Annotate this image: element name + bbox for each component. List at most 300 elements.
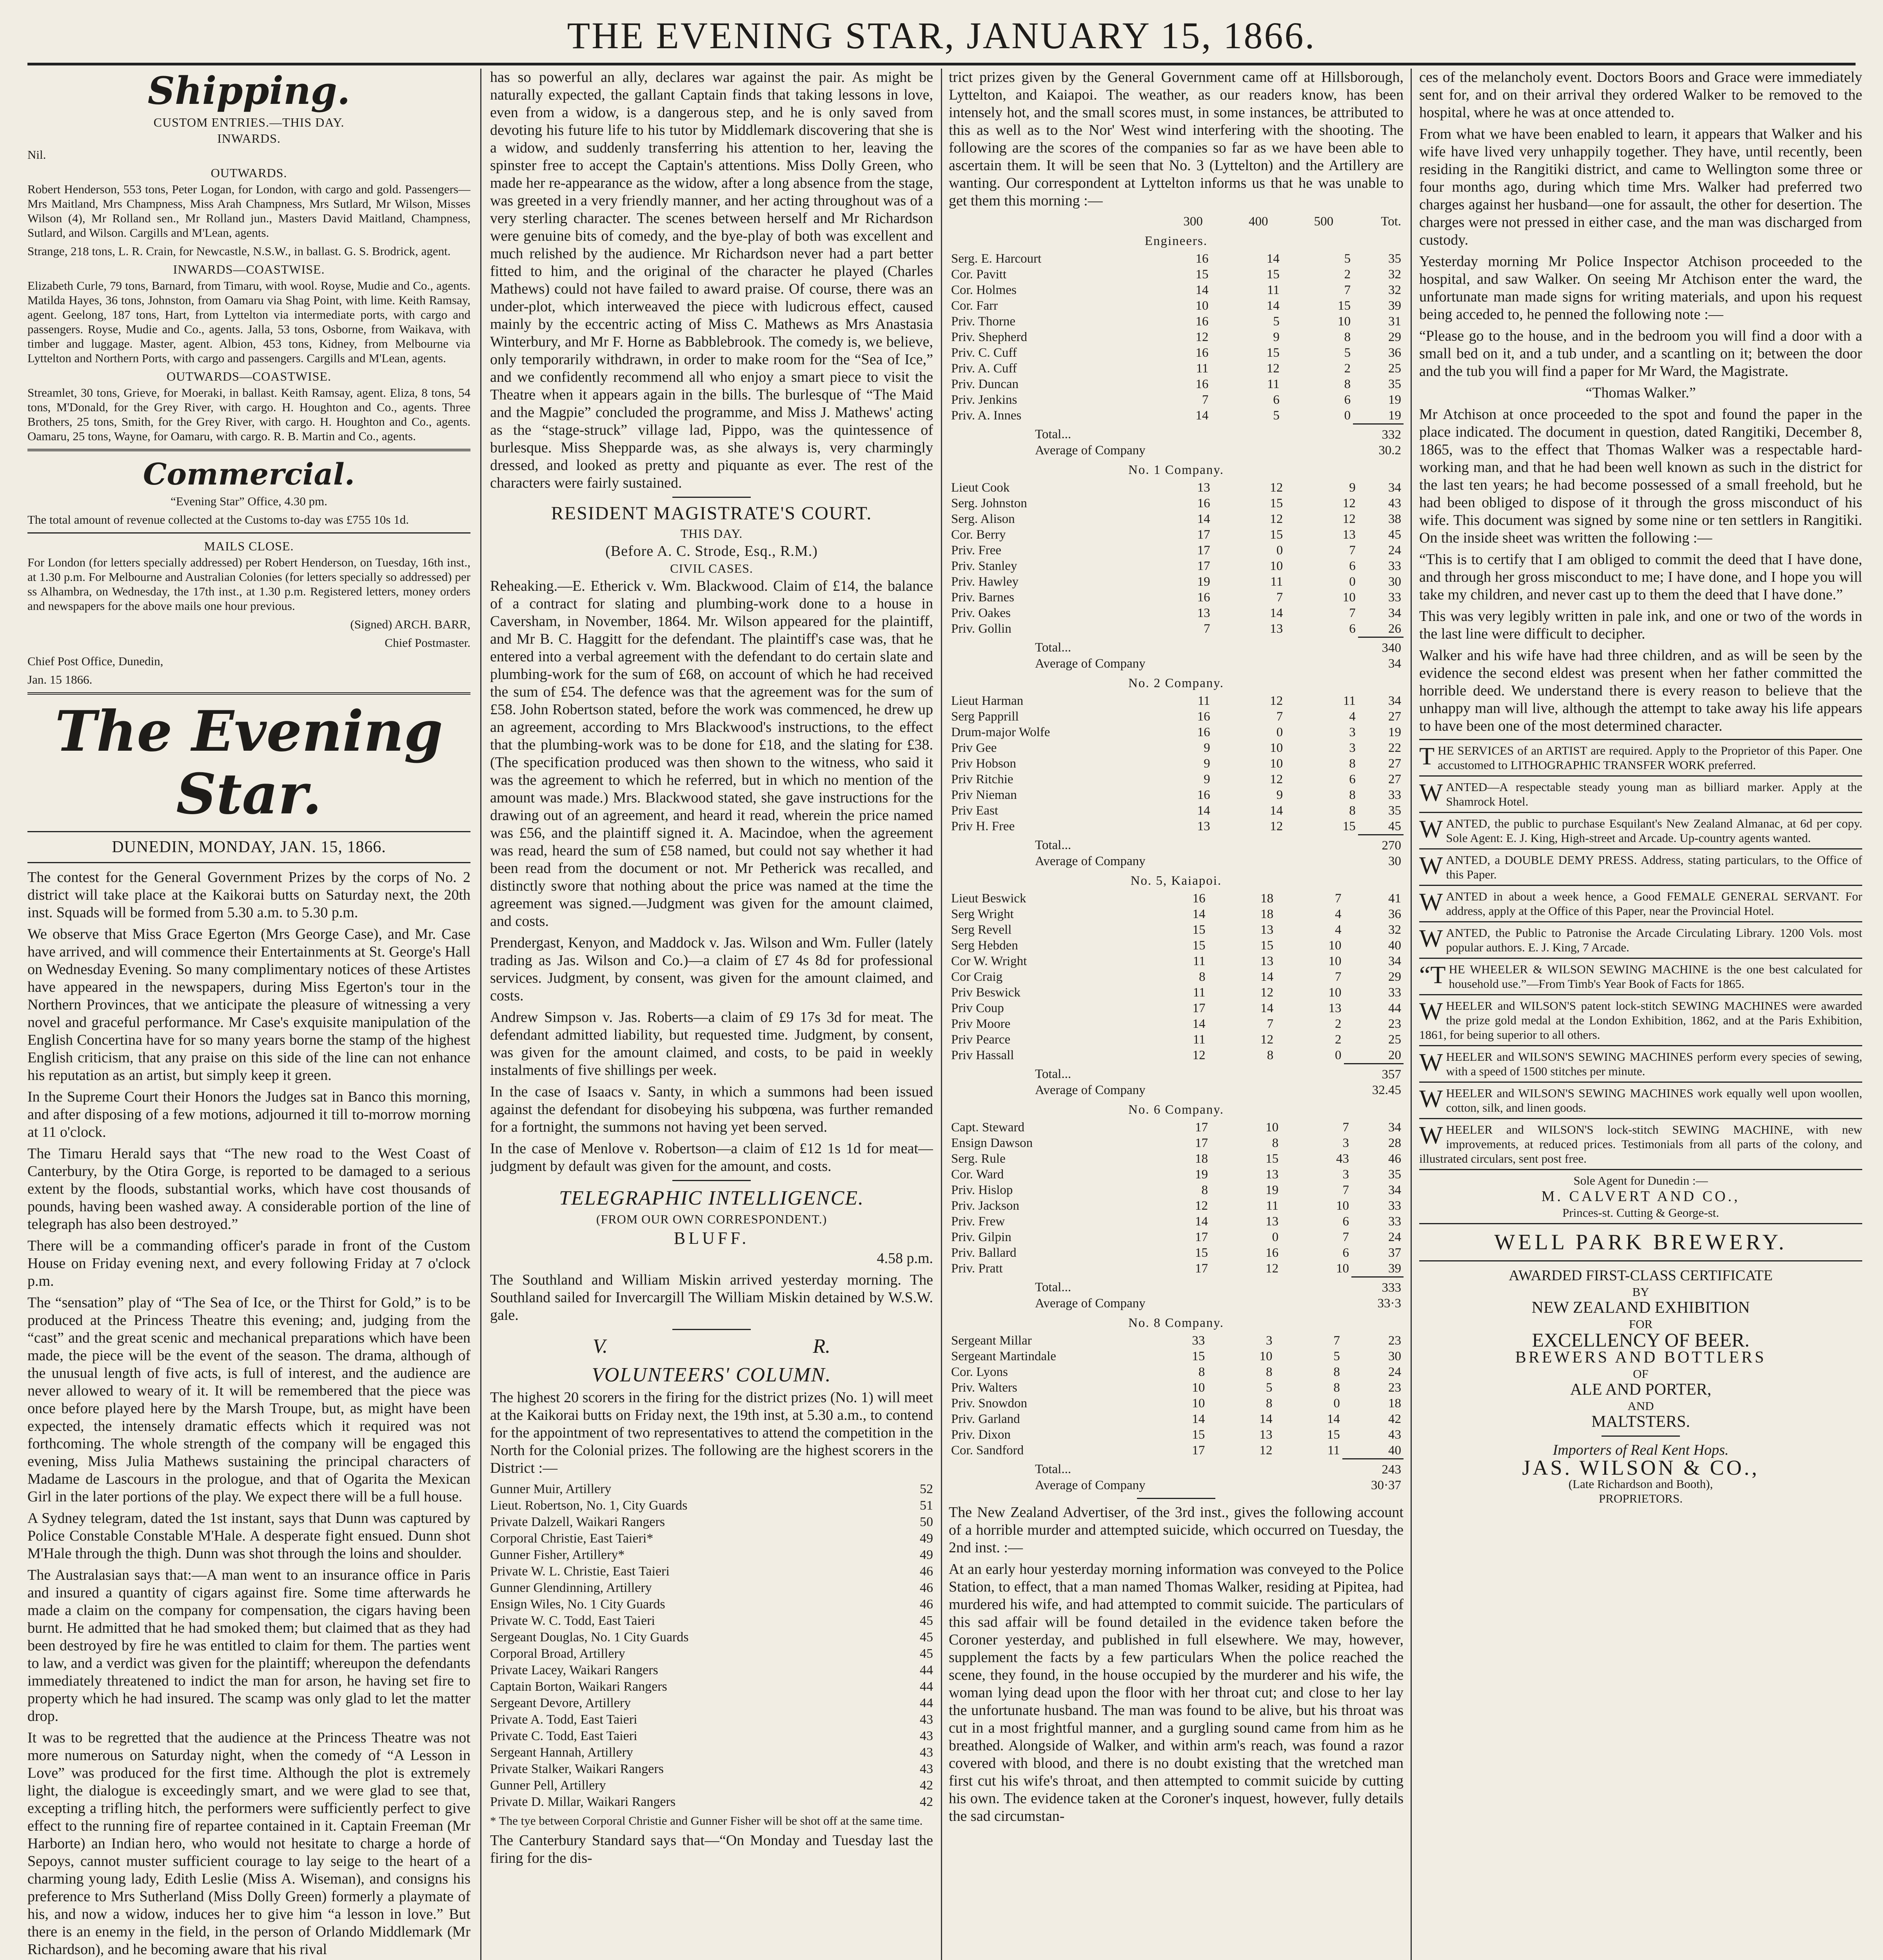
score-value: 0 bbox=[1335, 1048, 1342, 1062]
court-paragraph: In the case of Isaacs v. Santy, in which a summons had been issued against the defendant for disobeying his subpœna, was further remanded for a fortnight, the summons not having yet been served. bbox=[490, 1083, 933, 1135]
score-row bbox=[949, 1214, 1404, 1229]
scorer-name: Gunner Pell, Artillery bbox=[490, 1778, 606, 1793]
score-value: 14 bbox=[1270, 804, 1283, 818]
score-value: 11 bbox=[1193, 954, 1206, 968]
score-row bbox=[949, 1047, 1404, 1064]
average-row bbox=[949, 443, 1404, 458]
score-value: 16 bbox=[1195, 314, 1209, 328]
score-value: 5 bbox=[1266, 1381, 1273, 1395]
score-name: Cor Craig bbox=[951, 970, 1003, 984]
company-score-table bbox=[949, 693, 1404, 869]
scorer-name: Sergeant Douglas, No. 1 City Guards bbox=[490, 1630, 689, 1644]
header-rule bbox=[27, 63, 1856, 65]
article-paragraph: A Sydney telegram, dated the 1st instant, says that Dunn was captured by Police Constable Constable M'Hale. A desperate fight ensued. Dunn shot M'Hale through the thigh. Dunn was shot through the loins and shoulder. bbox=[27, 1510, 470, 1562]
score-name: Cor. Sandford bbox=[951, 1443, 1024, 1457]
score-value: 6 bbox=[1342, 1246, 1349, 1260]
score-name: Priv. Ballard bbox=[951, 1246, 1017, 1260]
article-paragraph: It was to be regretted that the audience at the Princess Theatre was not more numerous on Saturday night, when the comedy of “A Lesson in Love” was produced for the first time. Although the plot is extremely light, the dialogue is exceedingly smart, and we were glad to see that, excepting a trifling hitch, the performers were sufficiently perfect to give effect to the running fire of repartee contained in it. Captain Freeman (Mr Harborte) an Indian hero, who would not hesitate to charge a horde of Sepoys, cannot muster sufficient courage to lay seige to the heart of a charming young lady, Edith Leslie (Miss A. Wiseman), and consigns his preference to Mrs Sutherland (Miss Dolly Green) formerly a playmate of his, and now a widow, induces her to give him “a lesson in love.” But there is an enemy in the field, in the person of Orlando Middlemark (Mr Richardson), and he becoming aware that his rival bbox=[27, 1730, 470, 1958]
mails-signed: (Signed) ARCH. BARR, bbox=[350, 617, 470, 631]
total-label: Total... bbox=[1035, 427, 1071, 441]
score-name: Priv Hobson bbox=[951, 757, 1016, 771]
company-score-table bbox=[949, 891, 1404, 1098]
brewery-line: ALE AND PORTER, bbox=[1570, 1381, 1712, 1399]
score-name: Cor. Ward bbox=[951, 1167, 1004, 1181]
score-value: 16 bbox=[1266, 1246, 1279, 1260]
score-value: 27 bbox=[1388, 757, 1401, 771]
court-civil: CIVIL CASES. bbox=[670, 561, 753, 575]
score-value: 0 bbox=[1344, 408, 1351, 423]
score-value: 24 bbox=[1388, 543, 1401, 557]
classified-ad bbox=[1419, 812, 1862, 848]
score-value: 13 bbox=[1197, 481, 1210, 495]
divider bbox=[27, 831, 470, 832]
score-value: 29 bbox=[1388, 970, 1401, 984]
score-name: Ensign Dawson bbox=[951, 1136, 1033, 1150]
classified-ad bbox=[1419, 739, 1862, 775]
score-name: Priv. Duncan bbox=[951, 377, 1019, 391]
score-row bbox=[949, 1245, 1404, 1261]
inwards-coastwise-text: Elizabeth Curle, 79 tons, Barnard, from Timaru, with wool. Royse, Mudie and Co., agents. Matilda Hayes, 36 tons, Johnston, from Oamaru via Shag Point, with lime. Keith Ramsay, agent. Geelong, 187 tons, Hart, from Lyttelton via intermediate ports, with cargo and passengers. Royse, Mudie and Co., agents. Jalla, 53 tons, Osborne, from Waikava, with timber and luggage. Master, agent. Albion, 453 tons, Kidney, from Melbourne via Lyttelton and Northern Ports, with cargo and passengers. Cargills and M'Lean, agents. bbox=[27, 279, 470, 365]
score-row bbox=[949, 392, 1404, 408]
score-value: 6 bbox=[1342, 1214, 1349, 1229]
score-row bbox=[949, 1000, 1404, 1016]
brewery-ad bbox=[1419, 1223, 1862, 1509]
ad-initial: W bbox=[1419, 1121, 1443, 1149]
score-row bbox=[949, 1198, 1404, 1214]
score-value: 0 bbox=[1272, 1230, 1279, 1244]
score-value: 8 bbox=[1344, 377, 1351, 391]
score-row bbox=[949, 495, 1404, 511]
score-value: 17 bbox=[1197, 543, 1210, 557]
score-name: Cor. Holmes bbox=[951, 283, 1017, 297]
score-name: Priv Coup bbox=[951, 1001, 1004, 1015]
score-row bbox=[949, 1229, 1404, 1245]
score-row bbox=[949, 969, 1404, 985]
score-value: 7 bbox=[1344, 283, 1351, 297]
score-value: 10 bbox=[1336, 1261, 1349, 1276]
brewery-line: PROPRIETORS. bbox=[1599, 1492, 1683, 1505]
scorer-score: 42 bbox=[920, 1795, 933, 1809]
scorer-item bbox=[490, 1662, 933, 1679]
score-value: 14 bbox=[1197, 512, 1210, 526]
score-name: Priv East bbox=[951, 804, 999, 818]
divider bbox=[1602, 1436, 1680, 1437]
score-value: 35 bbox=[1388, 252, 1401, 266]
classified-ad bbox=[1419, 1082, 1862, 1118]
score-value: 16 bbox=[1192, 891, 1206, 906]
column-4 bbox=[1419, 69, 1862, 1960]
score-value: 25 bbox=[1388, 1033, 1401, 1047]
average-label: Average of Company bbox=[1035, 854, 1146, 868]
score-value: 36 bbox=[1388, 907, 1401, 921]
score-value: 11 bbox=[1197, 694, 1210, 708]
mails-date: Jan. 15 1866. bbox=[27, 673, 93, 686]
score-name: Priv. A. Cuff bbox=[951, 361, 1017, 376]
dateline: DUNEDIN, MONDAY, JAN. 15, 1866. bbox=[112, 838, 386, 856]
average-value: 30.2 bbox=[1378, 443, 1401, 457]
score-name: Priv. Stanley bbox=[951, 559, 1017, 573]
classified-ad bbox=[1419, 958, 1862, 994]
score-value: 16 bbox=[1195, 252, 1209, 266]
divider bbox=[27, 449, 470, 451]
score-value: 19 bbox=[1388, 393, 1401, 407]
divider bbox=[672, 1180, 751, 1181]
ad-text: HEELER and WILSON'S patent lock-stitch SEWING MACHINES were awarded the prize gold medal at the London Exhibition, 1862, and at the Paris Exhibition, 1861, for being superior to all others. bbox=[1419, 999, 1862, 1042]
volunteers-intro: The highest 20 scorers in the firing for the district prizes (No. 1) will meet at the Kaikorai butts on Friday next, the 19th inst, at 5.30 a.m., to contend for the appointment of two representatives to attend the competition in the North for the Colonial prizes. The following are the highest scorers in the District :— bbox=[490, 1389, 933, 1476]
score-row bbox=[949, 361, 1404, 376]
ad-body bbox=[1419, 816, 1862, 845]
scorer-score: 43 bbox=[920, 1712, 933, 1727]
ad-body bbox=[1419, 1086, 1862, 1115]
brewery-line: AWARDED FIRST-CLASS CERTIFICATE bbox=[1509, 1267, 1773, 1284]
score-value: 8 bbox=[1272, 1136, 1279, 1150]
score-value: 13 bbox=[1266, 1214, 1279, 1229]
score-value: 45 bbox=[1388, 819, 1401, 833]
paper-nameplate: The Evening Star. bbox=[55, 699, 443, 827]
score-value: 34 bbox=[1388, 694, 1401, 708]
score-value: 6 bbox=[1273, 393, 1280, 407]
classified-ad bbox=[1419, 848, 1862, 885]
outwards-coastwise-text: Streamlet, 30 tons, Grieve, for Moeraki, in ballast. Keith Ramsay, agent. Eliza, 8 tons, 54 tons, M'Donald, for the Grey River, with cargo. H. Houghton and Co., agents. Three Brothers, 25 tons, Smith, for the Grey River, with cargo. H. Houghton and Co., agents. Oamaru, 25 tons, Wayne, for Oamaru, with cargo. R. B. Martin and Co., agents. bbox=[27, 386, 470, 443]
score-value: 16 bbox=[1197, 725, 1210, 739]
score-name: Serg. Alison bbox=[951, 512, 1015, 526]
scorer-item bbox=[490, 1728, 933, 1744]
average-label: Average of Company bbox=[1035, 1296, 1146, 1310]
score-value: 34 bbox=[1388, 1120, 1401, 1134]
scorer-score: 45 bbox=[920, 1630, 933, 1644]
ad-text: HE SERVICES of an ARTIST are required. Apply to the Proprietor of this Paper. One accustomed to LITHOGRAPHIC TRANSFER WORK preferred. bbox=[1438, 744, 1862, 772]
score-value: 2 bbox=[1344, 267, 1351, 281]
scorer-name: Private A. Todd, East Taieri bbox=[490, 1712, 637, 1727]
article-paragraph: The “sensation” play of “The Sea of Ice, or the Thirst for Gold,” is to be produced at the Princess Theatre this evening; and, judging from the “cast” and the great scenic and mechanical preparations which have been made, the piece will be the event of the season. The drama, although of the unusual length of five acts, is full of interest, and the audience are never allowed to weary of it. It will be remembered that the piece was once before played here by the Marsh Troupe, but, as might have been expected, the intensely dramatic effects which it required was not forthcoming. The whole strength of the company will be engaged this evening, Miss Julia Mathews sustaining the principal characters of Madame de Lascours in the prologue, and that of Ogarita the Mexican Girl in the later portions of the play. We expect there will be a full house. bbox=[27, 1294, 470, 1505]
score-value: 0 bbox=[1276, 725, 1283, 739]
score-value: 42 bbox=[1388, 1412, 1401, 1426]
article-paragraph: The Timaru Herald says that “The new road to the West Coast of Canterbury, by the Otira Gorge, is reported to be damaged to a serious extent by the floods, substantial works, which have cost thousands of pounds, having been washed away. A considerable portion of the line of telegraph has also been destroyed.” bbox=[27, 1145, 470, 1232]
score-value: 12 bbox=[1270, 694, 1283, 708]
score-name: Serg Revell bbox=[951, 923, 1012, 937]
scorer-item bbox=[490, 1744, 933, 1761]
telegraphic-text: The Southland and William Miskin arrived yesterday morning. The Southland sailed for Invercargill The William Miskin detained by W.S.W. gale. bbox=[490, 1272, 933, 1323]
score-value: 8 bbox=[1201, 1183, 1208, 1197]
ad-text: ANTED in about a week hence, a Good FEMALE GENERAL SERVANT. For address, apply at the Office of this Paper, near the Provincial Hotel. bbox=[1446, 889, 1862, 918]
commercial-text: The total amount of revenue collected at the Customs to-day was £755 10s 1d. bbox=[27, 513, 409, 526]
score-value: 7 bbox=[1335, 970, 1342, 984]
score-value: 14 bbox=[1260, 1001, 1274, 1015]
company-score-table bbox=[949, 1333, 1404, 1493]
score-value: 10 bbox=[1270, 559, 1283, 573]
score-value: 32 bbox=[1388, 923, 1401, 937]
score-value: 10 bbox=[1328, 938, 1342, 953]
score-value: 33 bbox=[1192, 1334, 1205, 1348]
total-value: 333 bbox=[1351, 1277, 1404, 1296]
score-value: 15 bbox=[1192, 923, 1206, 937]
score-value: 13 bbox=[1259, 1428, 1273, 1442]
score-value: 16 bbox=[1195, 346, 1209, 360]
total-label: Total... bbox=[1035, 1462, 1071, 1476]
score-value: 5 bbox=[1344, 346, 1351, 360]
score-value: 15 bbox=[1270, 528, 1283, 542]
score-value: 13 bbox=[1260, 954, 1274, 968]
score-name: Serg Papprill bbox=[951, 710, 1019, 724]
total-value: 332 bbox=[1353, 424, 1404, 443]
score-row bbox=[949, 724, 1404, 740]
company-title: No. 6 Company. bbox=[1128, 1103, 1224, 1117]
score-value: 12 bbox=[1270, 819, 1283, 833]
inwards-label: INWARDS. bbox=[217, 131, 281, 145]
score-value: 11 bbox=[1267, 377, 1280, 391]
classified-ad bbox=[1419, 775, 1862, 812]
score-value: 4 bbox=[1349, 710, 1356, 724]
article-paragraph: This was very legibly written in pale ink, and one or two of the words in the last line were difficult to decipher. bbox=[1419, 608, 1862, 642]
column-2 bbox=[490, 69, 933, 1960]
agent-line: Sole Agent for Dunedin :— bbox=[1573, 1174, 1708, 1187]
score-value: 13 bbox=[1197, 606, 1210, 620]
score-value: 2 bbox=[1344, 361, 1351, 376]
scorer-item bbox=[490, 1547, 933, 1563]
court-day: THIS DAY. bbox=[680, 526, 743, 541]
company-title: No. 1 Company. bbox=[1128, 463, 1224, 477]
classified-ad bbox=[1419, 1118, 1862, 1169]
score-row bbox=[949, 1380, 1404, 1396]
score-value: 10 bbox=[1259, 1349, 1273, 1363]
score-value: 14 bbox=[1197, 804, 1210, 818]
article-paragraph: Walker and his wife have had three children, and as will be seen by the evidence the second eldest was present when her father committed the horrible deed. We understand there is every reason to believe that the unhappy man will live, although the attempt to take away his life appears to have been one of the most determined character. bbox=[1419, 647, 1862, 734]
score-value: 12 bbox=[1266, 1261, 1279, 1276]
divider bbox=[1137, 1498, 1215, 1499]
scorer-name: Corporal Christie, East Taieri* bbox=[490, 1531, 654, 1546]
score-value: 40 bbox=[1388, 1443, 1401, 1457]
score-name: Priv. Thorne bbox=[951, 314, 1016, 328]
scorer-item bbox=[490, 1679, 933, 1695]
score-value: 40 bbox=[1388, 938, 1401, 953]
score-row bbox=[949, 314, 1404, 329]
score-row bbox=[949, 408, 1404, 424]
score-value: 43 bbox=[1336, 1152, 1349, 1166]
article-paragraph: Mr Atchison at once proceeded to the spot and found the paper in the place indicated. The document in question, dated Rangitiki, December 8, 1865, was to the effect that Thomas Walker was a respectable hard-working man, and that he had been well known as such in the district for the last ten years; he had become possessed of a small freehold, but he had been obliged to dispose of it through the gross misconduct of his wife. This document was signed by some nine or ten settlers in Rangitiki. On the inside sheet was written the following :— bbox=[1419, 406, 1862, 546]
scorer-score: 52 bbox=[920, 1482, 933, 1496]
ad-initial: W bbox=[1419, 815, 1443, 843]
score-row bbox=[949, 329, 1404, 345]
score-name: Lieut Cook bbox=[951, 481, 1010, 495]
score-value: 19 bbox=[1266, 1183, 1279, 1197]
score-value: 22 bbox=[1388, 741, 1401, 755]
score-name: Drum-major Wolfe bbox=[951, 725, 1050, 739]
scorer-name: Sergeant Hannah, Artillery bbox=[490, 1745, 633, 1760]
scorer-name: Private Dalzell, Waikari Rangers bbox=[490, 1515, 665, 1529]
score-value: 15 bbox=[1192, 1428, 1205, 1442]
ad-body bbox=[1419, 780, 1862, 809]
score-name: Priv. Gilpin bbox=[951, 1230, 1011, 1244]
score-value: 9 bbox=[1349, 481, 1356, 495]
score-value: 33 bbox=[1388, 590, 1401, 604]
score-value: 41 bbox=[1388, 891, 1401, 906]
score-value: 8 bbox=[1266, 1365, 1273, 1379]
scorer-item bbox=[490, 1497, 933, 1514]
telegraphic-time: 4.58 p.m. bbox=[877, 1250, 933, 1267]
score-value: 15 bbox=[1270, 496, 1283, 510]
average-row bbox=[949, 1477, 1404, 1493]
score-value: 3 bbox=[1342, 1167, 1349, 1181]
scorer-score: 44 bbox=[920, 1663, 933, 1677]
score-value: 12 bbox=[1259, 1443, 1273, 1457]
column-divider bbox=[941, 69, 942, 1960]
score-value: 18 bbox=[1260, 907, 1274, 921]
score-value: 35 bbox=[1388, 1167, 1401, 1181]
score-row bbox=[949, 558, 1404, 574]
score-value: 43 bbox=[1388, 1428, 1401, 1442]
scorer-score: 43 bbox=[920, 1729, 933, 1743]
score-value: 7 bbox=[1342, 1183, 1349, 1197]
ad-initial: W bbox=[1419, 888, 1443, 916]
average-label: Average of Company bbox=[1035, 1478, 1146, 1492]
score-value: 46 bbox=[1388, 1152, 1401, 1166]
scores-intro: trict prizes given by the General Government came off at Hillsborough, Lyttelton, and Kaiapoi. The weather, as our readers know, has been intensely hot, and the small scores must, in some instances, be attributed to this as well as to the Nor' West wind interfering with the shooting. The following are the scores of the companies so far as we have been able to ascertain them. It will be seen that No. 3 (Lyttelton) and the Artillery are wanting. Our correspondent at Lyttelton informs us that he was unable to get them this morning :— bbox=[949, 69, 1404, 209]
inwards-nil: Nil. bbox=[27, 148, 46, 162]
score-name: Priv. Pratt bbox=[951, 1261, 1003, 1276]
ad-initial: W bbox=[1419, 924, 1443, 952]
ad-initial: W bbox=[1419, 1085, 1443, 1112]
score-row bbox=[949, 906, 1404, 922]
score-value: 34 bbox=[1388, 1183, 1401, 1197]
score-value: 30 bbox=[1388, 1349, 1401, 1363]
ad-text: ANTED, the Public to Patronise the Arcade Circulating Library. 1200 Vols. most popular authors. E. J. King, 7 Arcade. bbox=[1446, 926, 1862, 954]
score-value: 16 bbox=[1195, 377, 1209, 391]
score-row bbox=[949, 771, 1404, 787]
score-row bbox=[949, 1443, 1404, 1459]
score-row bbox=[949, 756, 1404, 771]
score-value: 16 bbox=[1197, 590, 1210, 604]
agent-block bbox=[1419, 1169, 1862, 1223]
brewery-line: BY bbox=[1632, 1285, 1649, 1299]
score-row bbox=[949, 480, 1404, 495]
score-value: 17 bbox=[1192, 1001, 1206, 1015]
average-value: 30·37 bbox=[1371, 1478, 1401, 1492]
score-row bbox=[949, 511, 1404, 527]
score-name: Priv. Oakes bbox=[951, 606, 1011, 620]
divider bbox=[672, 497, 751, 498]
score-value: 15 bbox=[1192, 938, 1206, 953]
ad-text: HE WHEELER & WILSON SEWING MACHINE is the one best calculated for household use.”—From Timb's Year Book of Facts for 1865. bbox=[1449, 962, 1862, 991]
score-value: 34 bbox=[1388, 606, 1401, 620]
score-value: 12 bbox=[1342, 512, 1356, 526]
mails-text: For London (for letters specially addressed) per Robert Henderson, on Tuesday, 16th inst., at 1.30 p.m. For Melbourne and Australian Colonies (for letters specially so addressed) per ss Alhambra, on Wednesday, the 17th inst., at 1.30 p.m. Registered letters, money orders and newspapers for the above mails one hour previous. bbox=[27, 555, 470, 613]
score-value: 8 bbox=[1349, 804, 1356, 818]
score-value: 12 bbox=[1270, 772, 1283, 786]
score-name: Sergeant Martindale bbox=[951, 1349, 1056, 1363]
score-row bbox=[949, 376, 1404, 392]
score-name: Priv. Garland bbox=[951, 1412, 1020, 1426]
score-row bbox=[949, 1427, 1404, 1443]
scorer-score: 45 bbox=[920, 1613, 933, 1628]
scorer-item bbox=[490, 1563, 933, 1580]
scorer-score: 46 bbox=[920, 1597, 933, 1612]
scorer-item bbox=[490, 1596, 933, 1613]
score-name: Priv. C. Cuff bbox=[951, 346, 1017, 360]
score-value: 8 bbox=[1349, 757, 1356, 771]
advertisements bbox=[1419, 739, 1862, 1169]
scorer-name: Gunner Glendinning, Artillery bbox=[490, 1581, 652, 1595]
scorer-name: Corporal Broad, Artillery bbox=[490, 1646, 625, 1661]
score-name: Priv. Free bbox=[951, 543, 1002, 557]
score-value: 7 bbox=[1349, 606, 1356, 620]
ad-body bbox=[1419, 853, 1862, 882]
advertiser-intro: The New Zealand Advertiser, of the 3rd inst., gives the following account of a horrible murder and attempted suicide, which occurred on Tuesday, the 2nd inst. :— bbox=[949, 1504, 1404, 1556]
scorer-score: 44 bbox=[920, 1696, 933, 1710]
score-header-400: 400 bbox=[1249, 214, 1268, 229]
score-value: 31 bbox=[1388, 314, 1401, 328]
scorer-name: Captain Borton, Waikari Rangers bbox=[490, 1679, 667, 1694]
total-row bbox=[949, 1277, 1404, 1296]
score-name: Serg. E. Harcourt bbox=[951, 252, 1042, 266]
brewery-line: MALTSTERS. bbox=[1591, 1413, 1690, 1431]
score-row bbox=[949, 345, 1404, 361]
score-value: 7 bbox=[1276, 590, 1283, 604]
score-row bbox=[949, 1333, 1404, 1348]
scorer-item bbox=[490, 1646, 933, 1662]
score-value: 5 bbox=[1344, 252, 1351, 266]
scorer-score: 43 bbox=[920, 1762, 933, 1776]
total-value: 340 bbox=[1358, 637, 1404, 656]
ad-body bbox=[1419, 926, 1862, 955]
score-header-500: 500 bbox=[1314, 214, 1334, 229]
telegraphic-heading: TELEGRAPHIC INTELLIGENCE. bbox=[559, 1187, 864, 1209]
score-value: 32 bbox=[1388, 283, 1401, 297]
scorer-score: 50 bbox=[920, 1515, 933, 1529]
score-value: 10 bbox=[1336, 1199, 1349, 1213]
score-value: 14 bbox=[1192, 1017, 1206, 1031]
score-row bbox=[949, 1151, 1404, 1167]
total-label: Total... bbox=[1035, 640, 1071, 655]
scorer-item bbox=[490, 1761, 933, 1777]
average-row bbox=[949, 656, 1404, 671]
score-name: Priv. Walters bbox=[951, 1381, 1017, 1395]
score-value: 8 bbox=[1333, 1381, 1340, 1395]
score-value: 9 bbox=[1204, 757, 1210, 771]
column-divider bbox=[480, 69, 481, 1960]
company-score-table bbox=[949, 1120, 1404, 1311]
score-value: 33 bbox=[1388, 559, 1401, 573]
score-value: 19 bbox=[1388, 408, 1401, 423]
score-value: 7 bbox=[1342, 1120, 1349, 1134]
score-value: 5 bbox=[1333, 1349, 1340, 1363]
score-value: 10 bbox=[1270, 757, 1283, 771]
score-value: 7 bbox=[1349, 543, 1356, 557]
brewery-line: AND bbox=[1627, 1399, 1654, 1413]
score-value: 34 bbox=[1388, 954, 1401, 968]
score-row bbox=[949, 1016, 1404, 1032]
score-value: 14 bbox=[1266, 252, 1280, 266]
score-value: 11 bbox=[1270, 575, 1283, 589]
score-value: 20 bbox=[1388, 1048, 1401, 1062]
score-name: Priv. Dixon bbox=[951, 1428, 1011, 1442]
score-value: 9 bbox=[1204, 772, 1210, 786]
score-value: 12 bbox=[1195, 1199, 1208, 1213]
score-value: 15 bbox=[1342, 819, 1356, 833]
mails-heading: MAILS CLOSE. bbox=[204, 539, 294, 553]
score-name: Priv Beswick bbox=[951, 985, 1020, 1000]
scorer-item bbox=[490, 1481, 933, 1497]
mails-title: Chief Postmaster. bbox=[385, 636, 470, 650]
scorer-item bbox=[490, 1613, 933, 1629]
total-value: 270 bbox=[1358, 835, 1404, 854]
scorer-name: Ensign Wiles, No. 1 City Guards bbox=[490, 1597, 665, 1612]
article-paragraph: The contest for the General Government Prizes by the corps of No. 2 district will take place at the Kaikorai butts on Saturday next, the 20th inst. Squads will be formed from 5.30 a.m. to 5.30 p.m. bbox=[27, 869, 470, 921]
score-name: Priv. Gollin bbox=[951, 622, 1011, 636]
score-value: 6 bbox=[1349, 622, 1356, 636]
advertiser-story: At an early hour yesterday morning information was conveyed to the Police Station, to effect, that a man named Thomas Walker, residing at Pipitea, had murdered his wife, and had attempted to commit suicide. The particulars of this sad affair will be found detailed in the evidence taken before the Coroner yesterday, and published in full elsewhere. We may, however, supplement the facts by a few particulars When the police reached the scene, they found, in the house occupied by the murderer and his wife, the woman lying dead upon the floor with her throat cut; and close to her lay the unfortunate husband. The man was found to be alive, but his throat was cut in a most frightful manner, and a gurgling sound came from him as he breathed. Alongside of Walker, and within arm's reach, was found a razor covered with blood, and there is no doubt existing that the wretched man first cut his wife's throat, and then attempted to commit suicide by cutting his own. The evidence taken at the Coroner's inquest, however, fully details the sad circumstan- bbox=[949, 1561, 1404, 1824]
ad-initial: W bbox=[1419, 997, 1443, 1025]
article-paragraph: There will be a commanding officer's parade in front of the Custom House on Friday evening next, and every following Friday at 7 o'clock p.m. bbox=[27, 1238, 470, 1289]
